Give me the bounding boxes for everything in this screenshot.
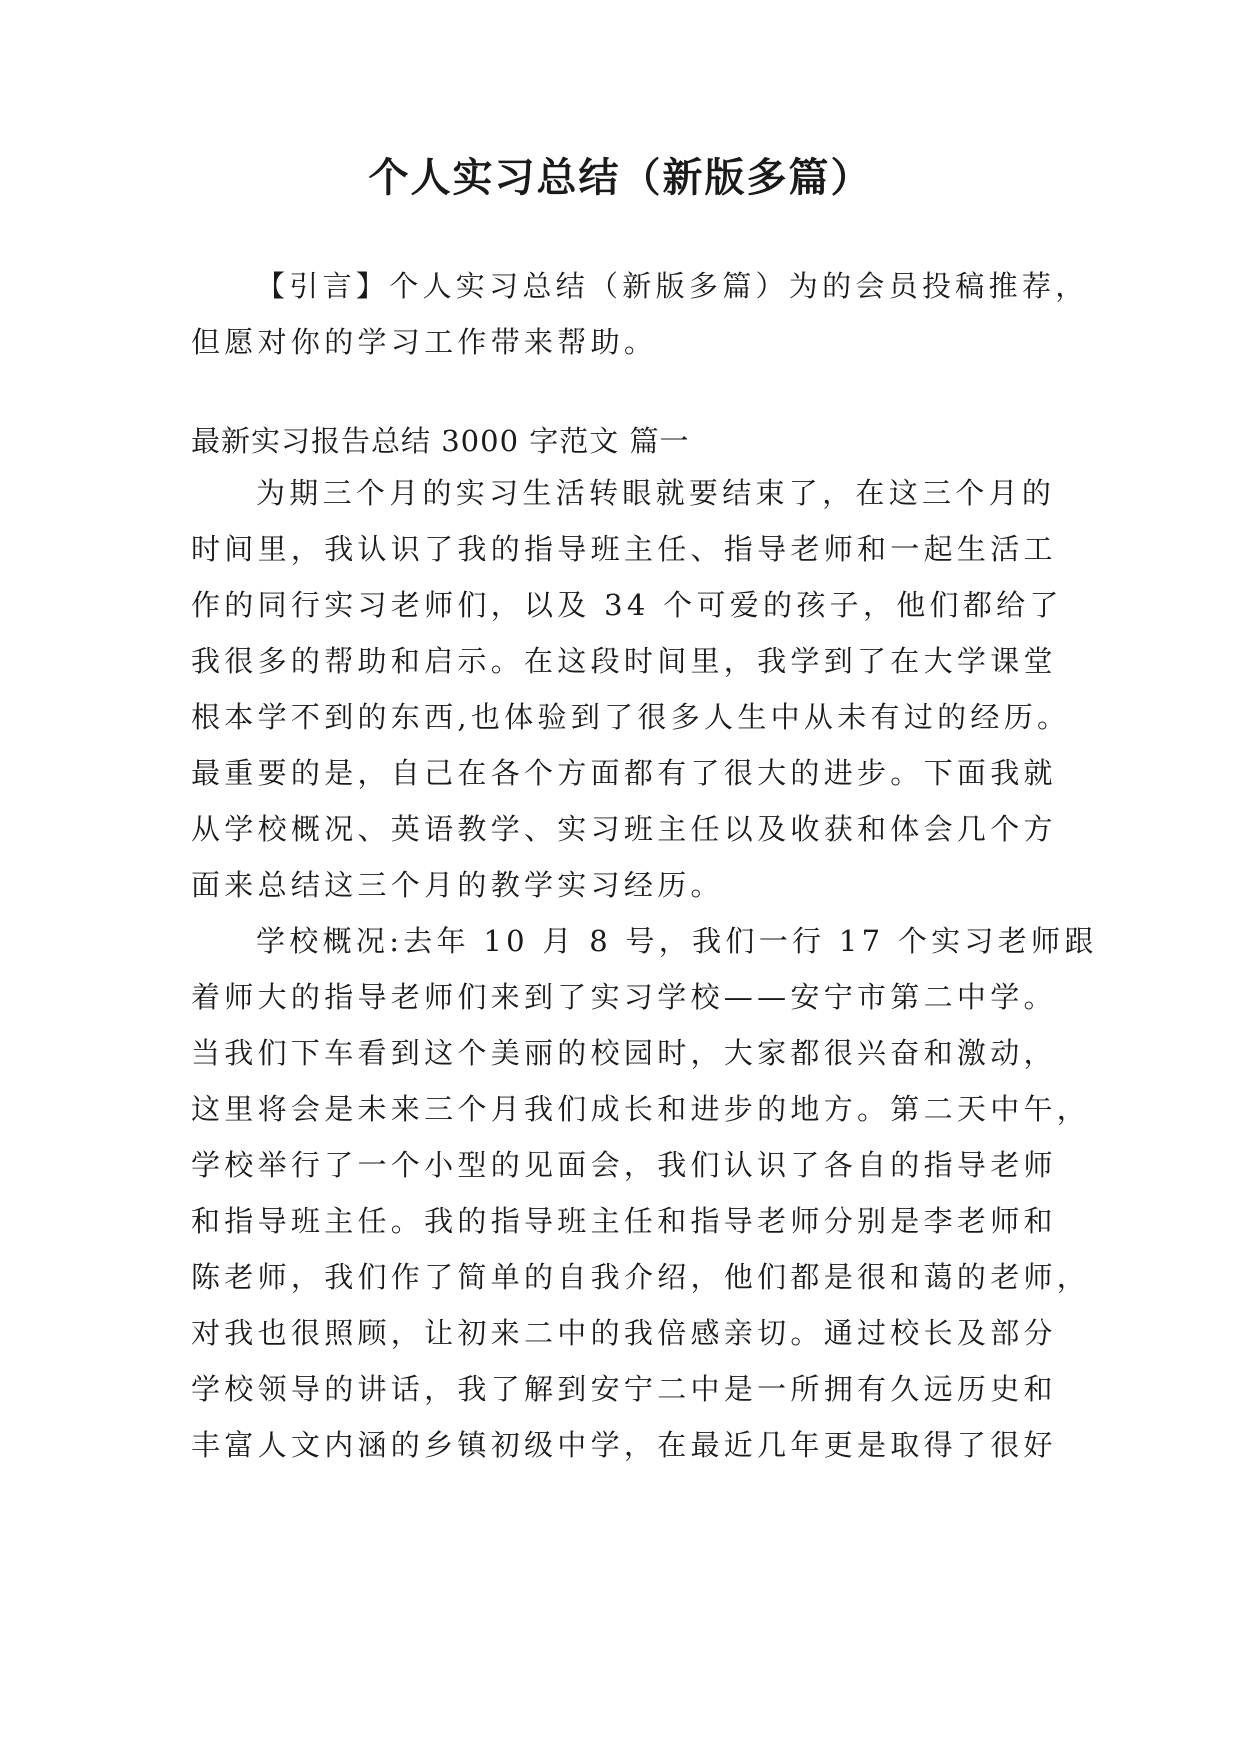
paragraph-line: 学校概况:去年 10 月 8 号，我们一行 17 个实习老师跟 [256, 924, 1098, 958]
paragraph-line: 时间里，我认识了我的指导班主任、指导老师和一起生活工 [191, 532, 1057, 566]
paragraph-line: 当我们下车看到这个美丽的校园时，大家都很兴奋和激动， [191, 1036, 1057, 1070]
paragraph-line: 着师大的指导老师们来到了实习学校——安宁市第二中学。 [191, 980, 1057, 1014]
paragraph-line: 和指导班主任。我的指导班主任和指导老师分别是李老师和 [191, 1204, 1057, 1238]
document-title: 个人实习总结（新版多篇） [368, 154, 873, 201]
paragraph-line: 学校举行了一个小型的见面会，我们认识了各自的指导老师 [191, 1148, 1057, 1182]
paragraph-line: 作的同行实习老师们，以及 34 个可爱的孩子，他们都给了 [191, 588, 1063, 622]
paragraph-line: 学校领导的讲话，我了解到安宁二中是一所拥有久远历史和 [191, 1372, 1057, 1406]
paragraph-line: 根本学不到的东西,也体验到了很多人生中从未有过的经历。 [191, 700, 1071, 734]
paragraph-line: 最重要的是，自己在各个方面都有了很大的进步。下面我就 [191, 756, 1057, 790]
paragraph-line: 我很多的帮助和启示。在这段时间里，我学到了在大学课堂 [191, 644, 1057, 678]
paragraph-line: 丰富人文内涵的乡镇初级中学，在最近几年更是取得了很好 [191, 1428, 1057, 1462]
intro-line: 但愿对你的学习工作带来帮助。 [191, 325, 658, 359]
paragraph-line: 对我也很照顾，让初来二中的我倍感亲切。通过校长及部分 [191, 1316, 1057, 1350]
paragraph-line: 面来总结这三个月的教学实习经历。 [191, 868, 724, 902]
section-heading: 最新实习报告总结 3000 字范文 篇一 [191, 424, 690, 458]
paragraph-line: 陈老师，我们作了简单的自我介绍，他们都是很和蔼的老师， [191, 1260, 1091, 1294]
intro-line: 【引言】个人实习总结（新版多篇）为的会员投稿推荐， [256, 269, 1089, 303]
paragraph-line: 这里将会是未来三个月我们成长和进步的地方。第二天中午， [191, 1092, 1091, 1126]
paragraph-line: 从学校概况、英语教学、实习班主任以及收获和体会几个方 [191, 812, 1057, 846]
paragraph-line: 为期三个月的实习生活转眼就要结束了，在这三个月的 [256, 476, 1056, 510]
